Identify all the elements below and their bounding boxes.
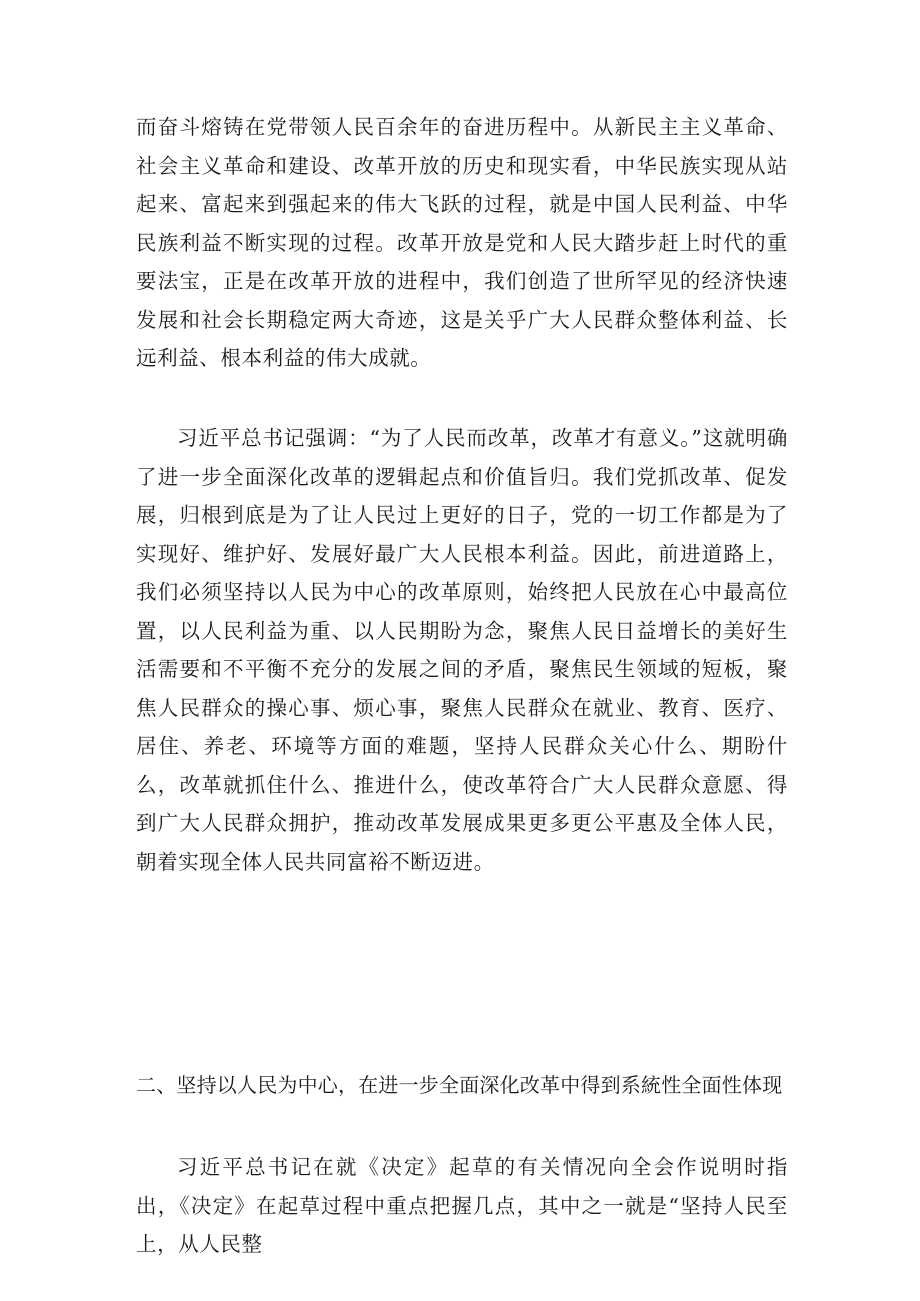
- section-heading: 二、坚持以人民为中心，在进一步全面深化改革中得到系統性全面性体现: [136, 1073, 783, 1097]
- body-paragraph-1: 而奋斗熔铸在党带领人民百余年的奋进历程中。从新民主主义革命、社会主义革命和建设、改革开放的历史和现实看，中华民族实现从站起来、富起来到强起来的伟大飞跃的过程，就是中国人民利益、中华民族利益不断实现的过程。改革开放是党和人民大踏步赶上时代的重要法宝，正是在改革开放的进程中，我们创造了世所罕见的经济快速发展和社会长期稳定两大奇迹，这是关乎广大人民群众整体利益、长远利益、根本利益的伟大成就。: [136, 115, 788, 370]
- body-paragraph-3: 习近平总书记在就《决定》起草的有关情况向全会作说明时指出，《决定》在起草过程中重点把握几点，其中之一就是“坚持人民至上，从人民整: [136, 1155, 788, 1256]
- body-paragraph-2: 习近平总书记强调：“为了人民而改革，改革才有意义。”这就明确了进一步全面深化改革的逻辑起点和价值旨归。我们党抓改革、促发展，归根到底是为了让人民过上更好的日子，党的一切工作都是为了实现好、维护好、发展好最广大人民根本利益。因此，前进道路上，我们必须坚持以人民为中心的改革原则，始终把人民放在心中最高位置，以人民利益为重、以人民期盼为念，聚焦人民日益增长的美好生活需要和不平衡不充分的发展之间的矛盾，聚焦民生领域的短板，聚焦人民群众的操心事、烦心事，聚焦人民群众在就业、教育、医疗、居住、养老、环境等方面的难题，坚持人民群众关心什么、期盼什么，改革就抓住什么、推进什么，使改革符合广大人民群众意愿、得到广大人民群众拥护，推动改革发展成果更多更公平惠及全体人民，朝着实现全体人民共同富裕不断迈进。: [136, 426, 788, 874]
